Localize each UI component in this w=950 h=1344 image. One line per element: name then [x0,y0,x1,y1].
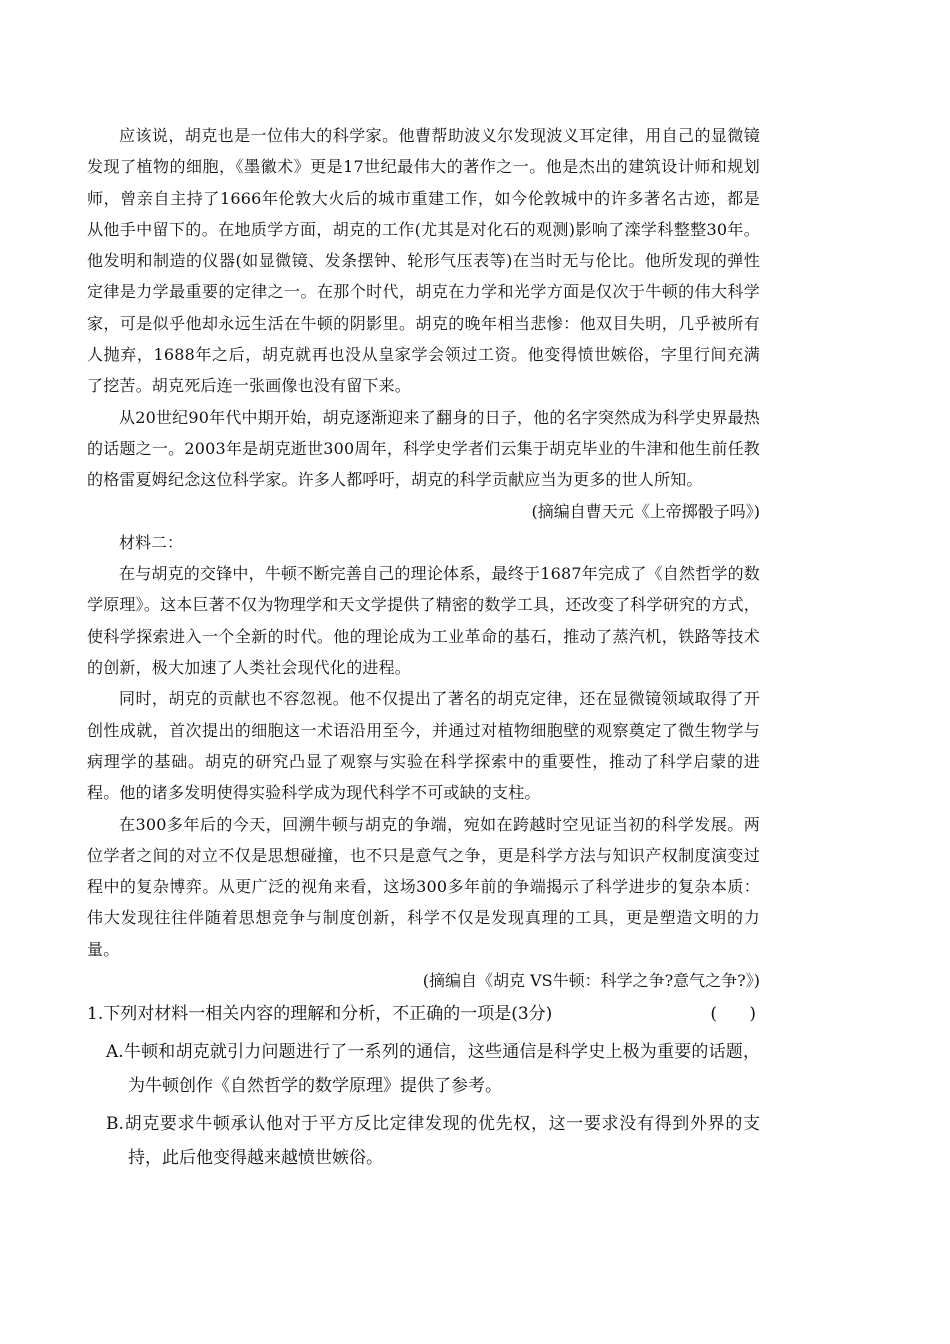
material2-paragraph-1: 在与胡克的交锋中，牛顿不断完善自己的理论体系，最终于1687年完成了《自然哲学的数学原理》。这本巨著不仅为物理学和天文学提供了精密的数学工具，还改变了科学研究的方式，使科学探索进入一个全新的时代。他的理论成为工业革命的基石，推动了蒸汽机，铁路等技术的创新，极大加速了人类社会现代化的进程。 [87,564,760,678]
option-a[interactable]: A.牛顿和胡克就引力问题进行了一系列的通信，这些通信是科学史上极为重要的话题，为牛顿创作《自然哲学的数学原理》提供了参考。 [106,1042,760,1097]
material1-source: (摘编自曹天元《上帝掷骰子吗》) [531,501,760,521]
material2-paragraph-3: 在300多年后的今天，回溯牛顿与胡克的争端，宛如在跨越时空见证当初的科学发展。两位学者之间的对立不仅是思想碰撞，也不只是意气之争，更是科学方法与知识产权制度演变过程中的复杂博弈。从更广泛的视角来看，这场300多年前的争端揭示了科学进步的复杂本质：伟大发现往往伴随着思想竞争与制度创新，科学不仅是发现真理的工具，更是塑造文明的力量。 [87,814,760,959]
material1-paragraph-2: 从20世纪90年代中期开始，胡克逐渐迎来了翻身的日子，他的名字突然成为科学史界最热的话题之一。2003年是胡克逝世300周年，科学史学者们云集于胡克毕业的牛津和他生前任教的格雷夏姆纪念这位科学家。许多人都呼吁，胡克的科学贡献应当为更多的世人所知。 [87,407,760,490]
document-page [87,120,760,1175]
material1-paragraph-1: 应该说，胡克也是一位伟大的科学家。他曹帮助波义尔发现波义耳定律，用自己的显微镜发现了植物的细胞，《墨徽术》更是17世纪最伟大的著作之一。他是杰出的建筑设计师和规划师，曾亲自主持了1666年伦敦大火后的城市重建工作，如今伦敦城中的许多著名古迹，都是从他手中留下的。在地质学方面，胡克的工作(尤其是对化石的观测)影响了滦学科整整30年。他发明和制造的仪器(如显微镜、发条摆钟、轮形气压表等)在当时无与伦比。他所发现的弹性定律是力学最重要的定律之一。在那个时代，胡克在力学和光学方面是仅次于牛顿的伟大科学家，可是似乎他却永远生活在牛顿的阴影里。胡克的晚年相当悲惨：他双目失明，几乎被所有人抛弃，1688年之后，胡克就再也没从皇家学会领过工资。他变得愤世嫉俗，字里行间充满了挖苦。胡克死后连一张画像也没有留下来。 [87,126,760,396]
answer-blank[interactable]: ( ) [710,1004,756,1025]
question-1-text: 1.下列对材料一相关内容的理解和分析，不正确的一项是(3分) [87,1004,553,1025]
question-1-stem [87,998,760,1031]
option-b[interactable]: B.胡克要求牛顿承认他对于平方反比定律发现的优先权，这一要求没有得到外界的支持，此后他变得越来越愤世嫉俗。 [106,1114,760,1169]
material2-source: (摘编自《胡克 VS牛顿：科学之争?意气之争?》) [422,971,760,991]
material2-heading: 材料二： [119,532,184,552]
material2-paragraph-2: 同时，胡克的贡献也不容忽视。他不仅提出了著名的胡克定律，还在显微镜领域取得了开创性成就，首次提出的细胞这一术语沿用至今，并通过对植物细胞壁的观察奠定了微生物学与病理学的基础。胡克的研究凸显了观察与实验在科学探索中的重要性，推动了科学启蒙的进程。他的诸多发明使得实验科学成为现代科学不可或缺的支柱。 [87,689,760,803]
